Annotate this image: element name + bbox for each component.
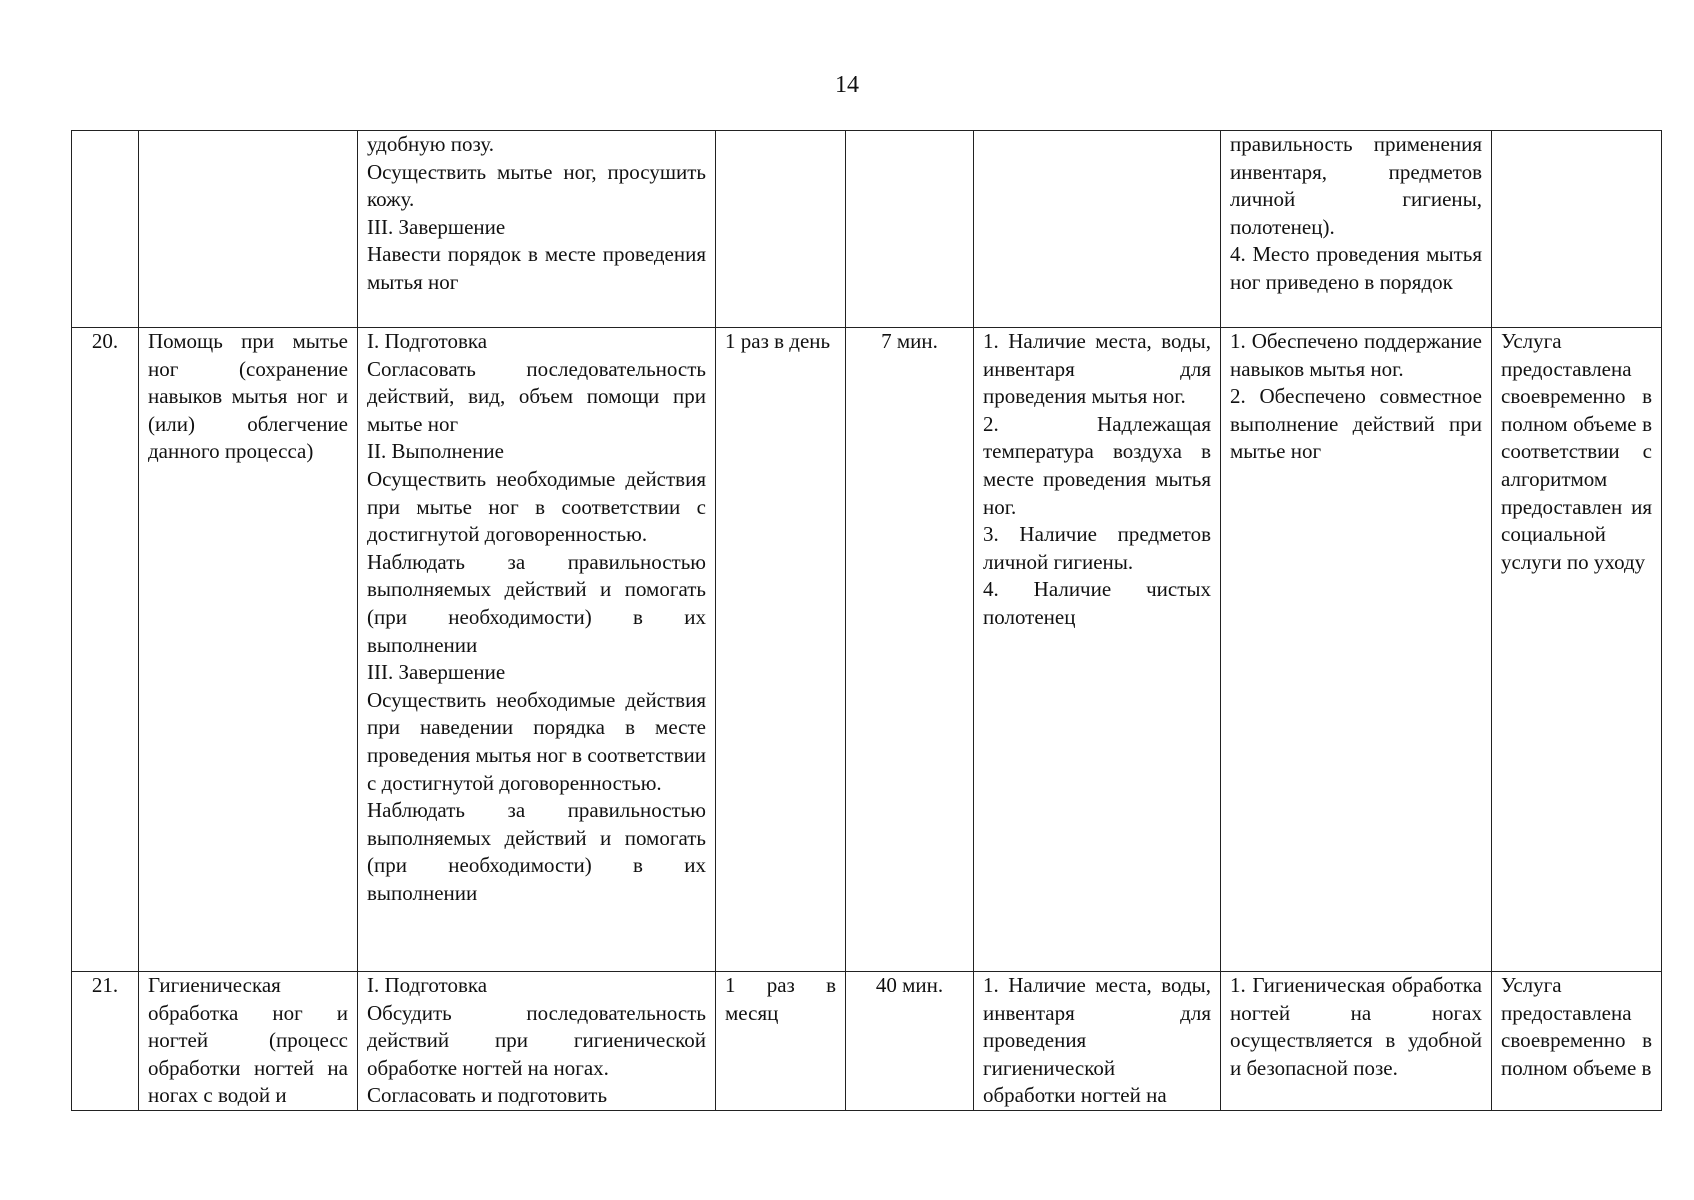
duration-cell: 40 мин. [846, 972, 974, 1111]
duration-cell: 7 мин. [846, 328, 974, 972]
duration-cell [846, 131, 974, 328]
table-row [72, 972, 1662, 1111]
frequency-cell: 1 раз в месяц [716, 972, 846, 1111]
evaluation-cell [1492, 131, 1662, 328]
results-cell: 1. Обеспечено поддержание навыков мытья ног. 2. Обеспечено совместное выполнение действий при мытье ног [1221, 328, 1492, 972]
table-row [72, 328, 1662, 972]
conditions-cell: 1. Наличие места, воды, инвентаря для проведения мытья ног. 2. Надлежащая температура воздуха в месте проведения мытья ног. 3. Наличие предметов личной гигиены. 4. Наличие чистых полотенец [974, 328, 1221, 972]
row-number-cell [72, 131, 139, 328]
service-name-cell: Гигиеническая обработка ног и ногтей (процесс обработки ногтей на ногах с водой и [139, 972, 358, 1111]
evaluation-cell: Услуга предоставлена своевременно в полном объеме в [1492, 972, 1662, 1111]
services-table [71, 130, 1662, 1111]
procedure-cell: I. Подготовка Обсудить последовательность действий при гигиенической обработке ногтей на ногах. Согласовать и подготовить [358, 972, 716, 1111]
results-cell: 1. Гигиеническая обработка ногтей на ногах осуществляется в удобной и безопасной позе. [1221, 972, 1492, 1111]
procedure-cell: I. Подготовка Согласовать последовательность действий, вид, объем помощи при мытье ног II. Выполнение Осуществить необходимые действия при мытье ног в соответствии с достигнутой договоренностью. Наблюдать за правильностью выполняемых действий и помогать (при необходимости) в их выполнении III. Завершение Осуществить необходимые действия при наведении порядка в месте проведения мытья ног в соответствии с достигнутой договоренностью. Наблюдать за правильностью выполняемых действий и помогать (при необходимости) в их выполнении [358, 328, 716, 972]
table-row [72, 131, 1662, 328]
frequency-cell: 1 раз в день [716, 328, 846, 972]
frequency-cell [716, 131, 846, 328]
conditions-cell: 1. Наличие места, воды, инвентаря для проведения гигиенической обработки ногтей на [974, 972, 1221, 1111]
service-name-cell [139, 131, 358, 328]
results-cell: правильность применения инвентаря, предметов личной гигиены, полотенец). 4. Место проведения мытья ног приведено в порядок [1221, 131, 1492, 328]
service-name-cell: Помощь при мытье ног (сохранение навыков мытья ног и (или) облегчение данного процесса) [139, 328, 358, 972]
row-number-cell: 21. [72, 972, 139, 1111]
row-number-cell: 20. [72, 328, 139, 972]
evaluation-cell: Услуга предоставлена своевременно в полном объеме в соответствии с алгоритмом предоставлен ия социальной услуги по уходу [1492, 328, 1662, 972]
procedure-cell: удобную позу. Осуществить мытье ног, просушить кожу. III. Завершение Навести порядок в месте проведения мытья ног [358, 131, 716, 328]
conditions-cell [974, 131, 1221, 328]
page-number: 14 [835, 72, 859, 98]
